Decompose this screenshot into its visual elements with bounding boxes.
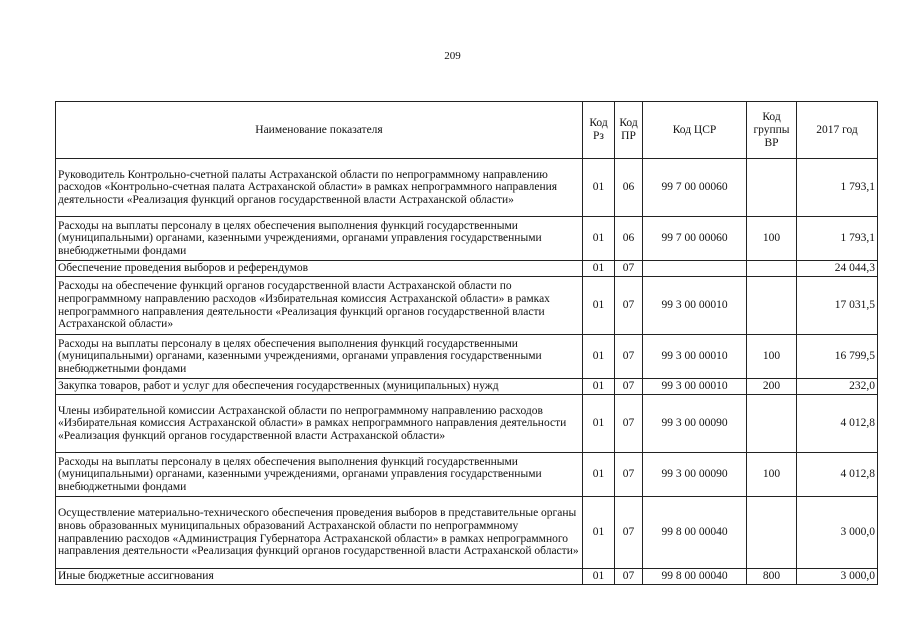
row-pr: 07	[615, 395, 643, 453]
row-amount: 3 000,0	[797, 497, 878, 569]
row-name: Расходы на обеспечение функций органов государственной власти Астраханской области по непрограммному направлению расходов «Избирательная комиссия Астраханской области» в рамках непрограммного направления деятельности «Реализация функций органов государственной власти Астраханской области»	[56, 277, 583, 335]
row-pr: 07	[615, 335, 643, 379]
budget-table	[55, 101, 878, 585]
row-name: Иные бюджетные ассигнования	[56, 569, 583, 585]
row-rz: 01	[583, 395, 615, 453]
row-vr	[747, 497, 797, 569]
row-amount: 16 799,5	[797, 335, 878, 379]
table-row	[56, 159, 878, 217]
row-name: Руководитель Контрольно-счетной палаты Астраханской области по непрограммному направлению расходов «Контрольно-счетная палата Астраханской области» в рамках непрограммного направления деятельности «Реализация функций органов государственной власти Астраханской области»	[56, 159, 583, 217]
table-row	[56, 379, 878, 395]
row-pr: 07	[615, 379, 643, 395]
row-csr: 99 3 00 00090	[643, 395, 747, 453]
row-vr	[747, 261, 797, 277]
table-row	[56, 497, 878, 569]
row-name: Расходы на выплаты персоналу в целях обеспечения выполнения функций государственными (муниципальными) органами, казенными учреждениями, органами управления государственными внебюджетными фондами	[56, 453, 583, 497]
row-csr	[643, 261, 747, 277]
row-rz: 01	[583, 159, 615, 217]
row-name: Расходы на выплаты персоналу в целях обеспечения выполнения функций государственными (муниципальными) органами, казенными учреждениями, органами управления государственными внебюджетными фондами	[56, 335, 583, 379]
header-csr: Код ЦСР	[643, 102, 747, 159]
header-pr: Код ПР	[615, 102, 643, 159]
row-csr: 99 8 00 00040	[643, 569, 747, 585]
row-rz: 01	[583, 261, 615, 277]
row-rz: 01	[583, 453, 615, 497]
table-row	[56, 569, 878, 585]
row-rz: 01	[583, 335, 615, 379]
row-csr: 99 3 00 00090	[643, 453, 747, 497]
row-vr	[747, 277, 797, 335]
row-pr: 07	[615, 453, 643, 497]
row-vr: 100	[747, 335, 797, 379]
table-row	[56, 277, 878, 335]
row-csr: 99 8 00 00040	[643, 497, 747, 569]
row-rz: 01	[583, 277, 615, 335]
row-pr: 07	[615, 261, 643, 277]
row-csr: 99 3 00 00010	[643, 277, 747, 335]
row-name: Закупка товаров, работ и услуг для обеспечения государственных (муниципальных) нужд	[56, 379, 583, 395]
table-header	[56, 102, 878, 159]
row-pr: 07	[615, 497, 643, 569]
table-row	[56, 453, 878, 497]
row-name: Расходы на выплаты персоналу в целях обеспечения выполнения функций государственными (муниципальными) органами, казенными учреждениями, органами управления государственными внебюджетными фондами	[56, 217, 583, 261]
row-vr: 200	[747, 379, 797, 395]
header-year: 2017 год	[797, 102, 878, 159]
row-pr: 06	[615, 217, 643, 261]
row-rz: 01	[583, 497, 615, 569]
row-csr: 99 7 00 00060	[643, 217, 747, 261]
row-amount: 24 044,3	[797, 261, 878, 277]
row-vr: 800	[747, 569, 797, 585]
header-name: Наименование показателя	[56, 102, 583, 159]
row-csr: 99 3 00 00010	[643, 335, 747, 379]
row-rz: 01	[583, 379, 615, 395]
row-pr: 07	[615, 277, 643, 335]
header-row	[56, 102, 878, 159]
row-amount: 1 793,1	[797, 159, 878, 217]
row-amount: 4 012,8	[797, 453, 878, 497]
row-rz: 01	[583, 569, 615, 585]
row-vr: 100	[747, 217, 797, 261]
row-name: Члены избирательной комиссии Астраханской области по непрограммному направлению расходов «Избирательная комиссия Астраханской области» в рамках непрограммного направления деятельности «Реализация функций органов государственной власти Астраханской области»	[56, 395, 583, 453]
row-vr	[747, 395, 797, 453]
table-body	[56, 159, 878, 585]
table-row	[56, 217, 878, 261]
page-number: 209	[444, 50, 461, 62]
table-row	[56, 261, 878, 277]
table-row	[56, 395, 878, 453]
header-vr: Код группы ВР	[747, 102, 797, 159]
row-csr: 99 7 00 00060	[643, 159, 747, 217]
header-rz: Код Рз	[583, 102, 615, 159]
table-row	[56, 335, 878, 379]
row-rz: 01	[583, 217, 615, 261]
row-vr	[747, 159, 797, 217]
row-name: Осуществление материально-технического обеспечения проведения выборов в представительные органы вновь образованных муниципальных образований Астраханской области по непрограммному направлению расходов «Администрация Губернатора Астраханской области» в рамках непрограммного направления деятельности «Реализация функций органов государственной власти Астраханской области»	[56, 497, 583, 569]
row-pr: 06	[615, 159, 643, 217]
row-name: Обеспечение проведения выборов и референдумов	[56, 261, 583, 277]
row-amount: 3 000,0	[797, 569, 878, 585]
row-csr: 99 3 00 00010	[643, 379, 747, 395]
row-vr: 100	[747, 453, 797, 497]
row-amount: 4 012,8	[797, 395, 878, 453]
row-amount: 1 793,1	[797, 217, 878, 261]
row-amount: 232,0	[797, 379, 878, 395]
row-amount: 17 031,5	[797, 277, 878, 335]
row-pr: 07	[615, 569, 643, 585]
